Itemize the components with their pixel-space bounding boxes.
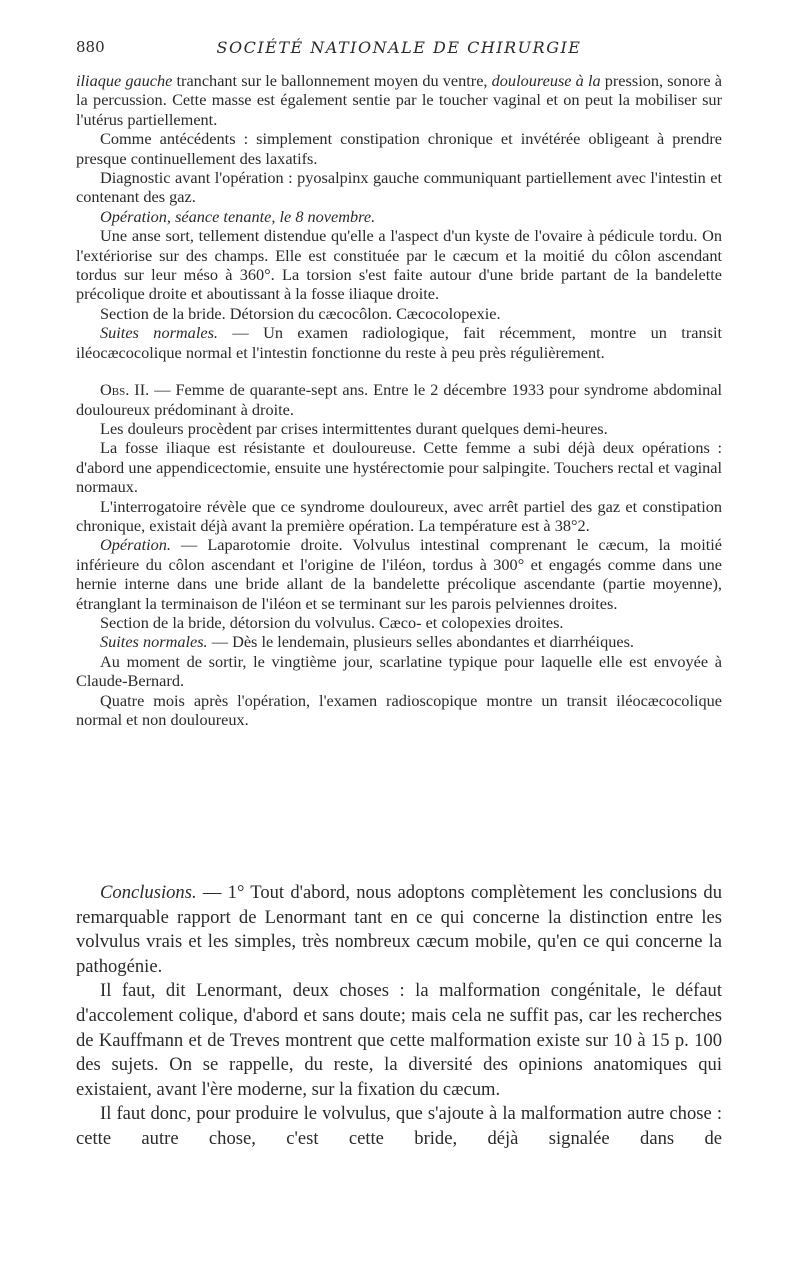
text: — Un examen radiologique, fait récemment, montre un transit iléocæcocolique normal et l'intestin fonctionne du reste à peu près régulièrement. xyxy=(76,323,722,362)
conclusions-text xyxy=(76,881,722,1152)
observation-label: Obs. II. xyxy=(100,380,150,400)
paragraph xyxy=(76,632,722,651)
text: pression, sonore à la percussion. Cette masse est également sentie par le toucher vaginal et on peut la mobiliser sur l'utérus partiellement. xyxy=(76,71,722,129)
page-header xyxy=(76,38,722,62)
paragraph: La fosse iliaque est résistante et douloureuse. Cette femme a subi déjà deux opérations : d'abord une appendicectomie, ensuite une hystérectomie pour salpingite. Touchers rectal et vaginal normaux. xyxy=(76,438,722,497)
paragraph xyxy=(76,535,722,613)
paragraph: Au moment de sortir, le vingtième jour, scarlatine typique pour laquelle elle est envoyée à Claude-Bernard. xyxy=(76,651,722,691)
paragraph: Section de la bride, détorsion du volvulus. Cæco- et colopexies droites. xyxy=(100,612,564,632)
paragraph xyxy=(76,323,722,362)
text: — Dès le lendemain, plusieurs selles abondantes et diarrhéiques. xyxy=(207,632,634,652)
spacer xyxy=(76,362,722,380)
paragraph xyxy=(76,71,722,129)
paragraph: Section de la bride. Détorsion du cæcocôlon. Cæcocolopexie. xyxy=(100,303,501,323)
paragraph xyxy=(76,881,722,979)
paragraph: Une anse sort, tellement distendue qu'elle a l'aspect d'un kyste de l'ovaire à pédicule tordu. On l'extériorise sur des champs. Elle est constituée par le cæcum et la moitié du côlon ascendant tordus sur leur méso à 360°. La torsion s'est faite autour d'une bride partant de la bandelette précolique droite et aboutissant à la fosse iliaque droite. xyxy=(76,226,722,304)
paragraph: Il faut, dit Lenormant, deux choses : la malformation congénitale, le défaut d'accolement colique, d'abord et sans doute; mais cela ne suffit pas, car les recherches de Kauffmann et de Treves montrent que cette malformation existe sur 10 à 15 p. 100 des sujets. On se rappelle, du reste, la diversité des opinions anatomiques qui existaient, avant l'ère moderne, sur la fixation du cæcum. xyxy=(76,980,722,1100)
paragraph: Comme antécédents : simplement constipation chronique et invétérée obligeant à prendre presque continuellement des laxatifs. xyxy=(76,129,722,168)
text: — 1° Tout d'abord, nous adoptons complètement les conclusions du remarquable rapport de Lenormant tant en ce qui concerne la distinction entre les volvulus vrais et les simples, très nombreux cæcum mobile, qu'en ce qui concerne la pathogénie. xyxy=(76,882,722,977)
emphasis: douloureuse à la xyxy=(491,71,601,90)
text: — Laparotomie droite. Volvulus intestinal comprenant le cæcum, la moitié inférieure du côlon ascendant et l'origine de l'iléon, tordus à 300° et engagés comme dans une hernie interne dans une bride allant de la bandelette précolique ascendante (partie moyenne), étranglant la terminaison de l'iléon et se terminant sur les parois pelviennes droites. xyxy=(76,535,722,613)
paragraph: Les douleurs procèdent par crises intermittentes durant quelques demi-heures. xyxy=(100,418,608,438)
text: tranchant sur le ballonnement moyen du ventre, xyxy=(172,71,492,90)
text: — Femme de quarante-sept ans. Entre le 2 décembre 1933 pour syndrome abdominal douloureux prédominant à droite. xyxy=(76,380,722,419)
page-number: 880 xyxy=(76,38,105,56)
paragraph xyxy=(76,380,722,419)
paragraph: Il faut donc, pour produire le volvulus, que s'ajoute à la malformation autre chose : cette autre chose, c'est cette bride, déjà signalée dans de xyxy=(76,1103,722,1149)
emphasis: iliaque gauche xyxy=(76,71,173,90)
running-head: SOCIÉTÉ NATIONALE DE CHIRURGIE xyxy=(216,38,582,57)
paragraph: Opération, séance tenante, le 8 novembre. xyxy=(100,206,376,226)
paragraph: Diagnostic avant l'opération : pyosalpinx gauche communiquant partiellement avec l'intestin et contenant des gaz. xyxy=(76,168,722,207)
paragraph: Quatre mois après l'opération, l'examen radioscopique montre un transit iléocæcocolique normal et non douloureux. xyxy=(76,690,722,729)
emphasis: Conclusions. xyxy=(100,882,197,903)
emphasis: Opération. xyxy=(100,535,171,555)
paragraph: L'interrogatoire révèle que ce syndrome douloureux, avec arrêt partiel des gaz et constipation chronique, existait déjà avant la première opération. La température est à 38°2. xyxy=(76,496,722,535)
emphasis: Suites normales. xyxy=(100,632,208,652)
observations-text xyxy=(76,71,722,729)
emphasis: Suites normales. xyxy=(100,323,218,343)
